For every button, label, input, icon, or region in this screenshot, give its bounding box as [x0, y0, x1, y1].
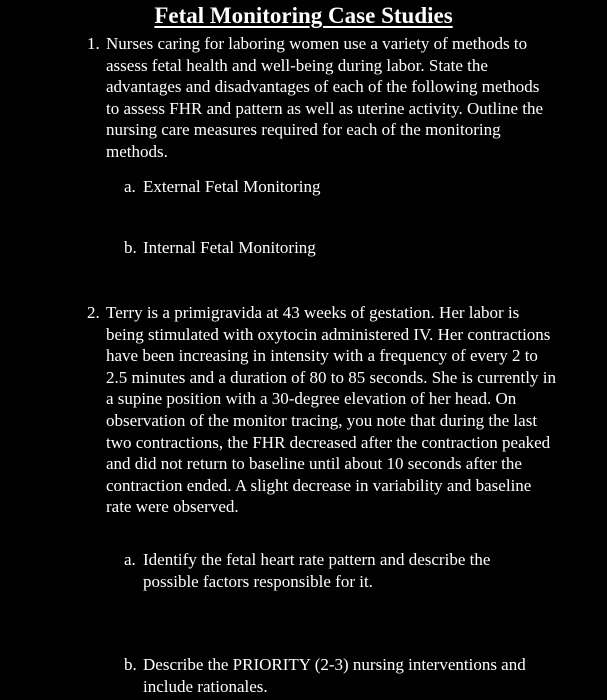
subitem-letter: a. [124, 177, 136, 196]
question-text: Nurses caring for laboring women use a variety of methods to assess fetal health and well-being during labor. State the advantages and disadvantages of each of the following methods to assess FHR and pattern as well as uterine activity. Outline the nursing care measures required for each of the monitoring methods. [106, 34, 544, 161]
subitem-text: Describe the PRIORITY (2-3) nursing interventions and include rationales. [143, 655, 526, 696]
subitem-letter: b. [124, 655, 137, 674]
question-text: Terry is a primigravida at 43 weeks of gestation. Her labor is being stimulated with oxytocin administered IV. Her contractions have been increasing in intensity with a frequency of every 2 to 2.5 minutes and a duration of 80 to 85 seconds. She is currently in a supine position with a 30-degree elevation of her head. On observation of the monitor tracing, you note that during the last two contractions, the FHR decreased after the contraction peaked and did not return to baseline until about 10 seconds after the contraction ended. A slight decrease in variability and baseline rate were observed. [106, 303, 556, 517]
subitem-text: Identify the fetal heart rate pattern and describe the possible factors responsible for it. [143, 550, 491, 591]
subitem-text: Internal Fetal Monitoring [143, 238, 316, 257]
subitem-text: External Fetal Monitoring [143, 177, 321, 196]
page-title: Fetal Monitoring Case Studies [154, 3, 453, 28]
subitem-letter: b. [124, 238, 137, 257]
question-number: 1. [87, 34, 100, 53]
subitem-letter: a. [124, 550, 136, 569]
question-number: 2. [87, 303, 100, 322]
